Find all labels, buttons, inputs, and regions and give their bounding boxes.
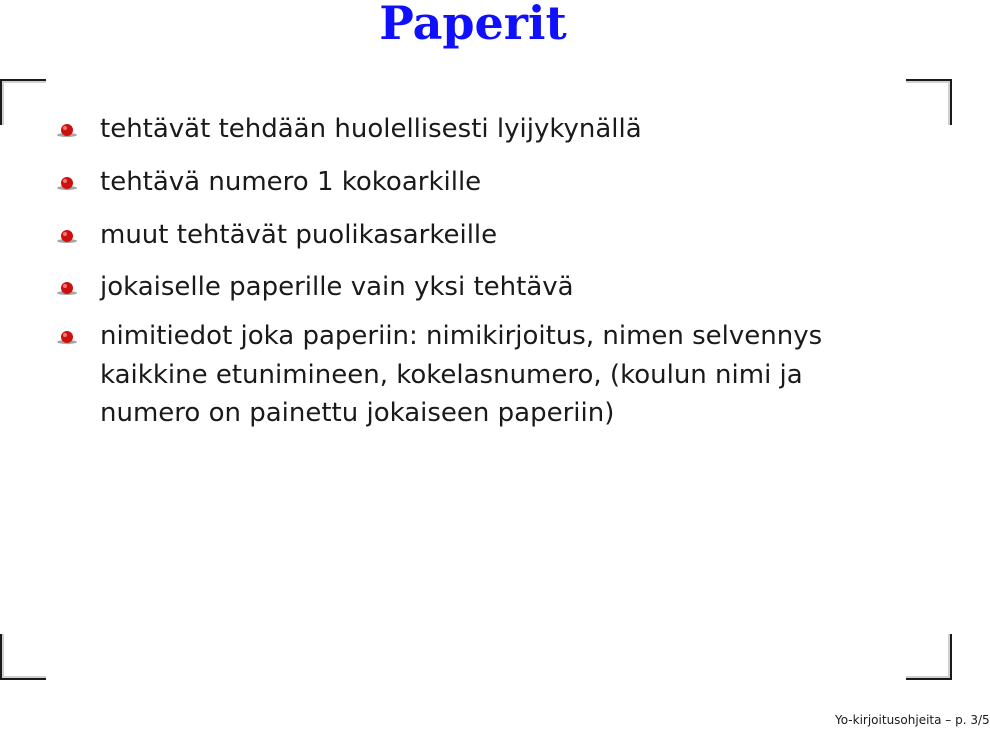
slide-title: Paperit bbox=[379, 0, 567, 50]
bullet-text: tehtävät tehdään huolellisesti lyijykynällä bbox=[100, 114, 642, 144]
red-ball-icon bbox=[56, 330, 78, 344]
bullet-item bbox=[100, 317, 900, 433]
red-ball-icon bbox=[56, 176, 78, 190]
bullet-text: muut tehtävät puolikasarkeille bbox=[100, 220, 498, 250]
bullet-text: tehtävä numero 1 kokoarkille bbox=[100, 167, 482, 197]
bullet-item bbox=[100, 163, 900, 201]
corner-mark-bottom-left bbox=[0, 634, 46, 680]
bullet-item bbox=[100, 268, 900, 306]
bullet-item bbox=[100, 216, 900, 254]
corner-mark-top-right bbox=[906, 79, 952, 125]
corner-mark-bottom-right bbox=[906, 634, 952, 680]
bullet-text: jokaiselle paperille vain yksi tehtävä bbox=[100, 272, 574, 302]
bullet-item bbox=[100, 110, 900, 148]
red-ball-icon bbox=[56, 123, 78, 137]
bullet-text: nimitiedot joka paperiin: nimikirjoitus, nimen selvennys kaikkine etunimineen, kokelasnumero, (koulun nimi ja numero on painettu jokaiseen paperiin) bbox=[100, 321, 823, 428]
red-ball-icon bbox=[56, 281, 78, 295]
red-ball-icon bbox=[56, 229, 78, 243]
slide-footer: Yo-kirjoitusohjeita – p. 3/5 bbox=[835, 713, 990, 727]
corner-mark-top-left bbox=[0, 79, 46, 125]
